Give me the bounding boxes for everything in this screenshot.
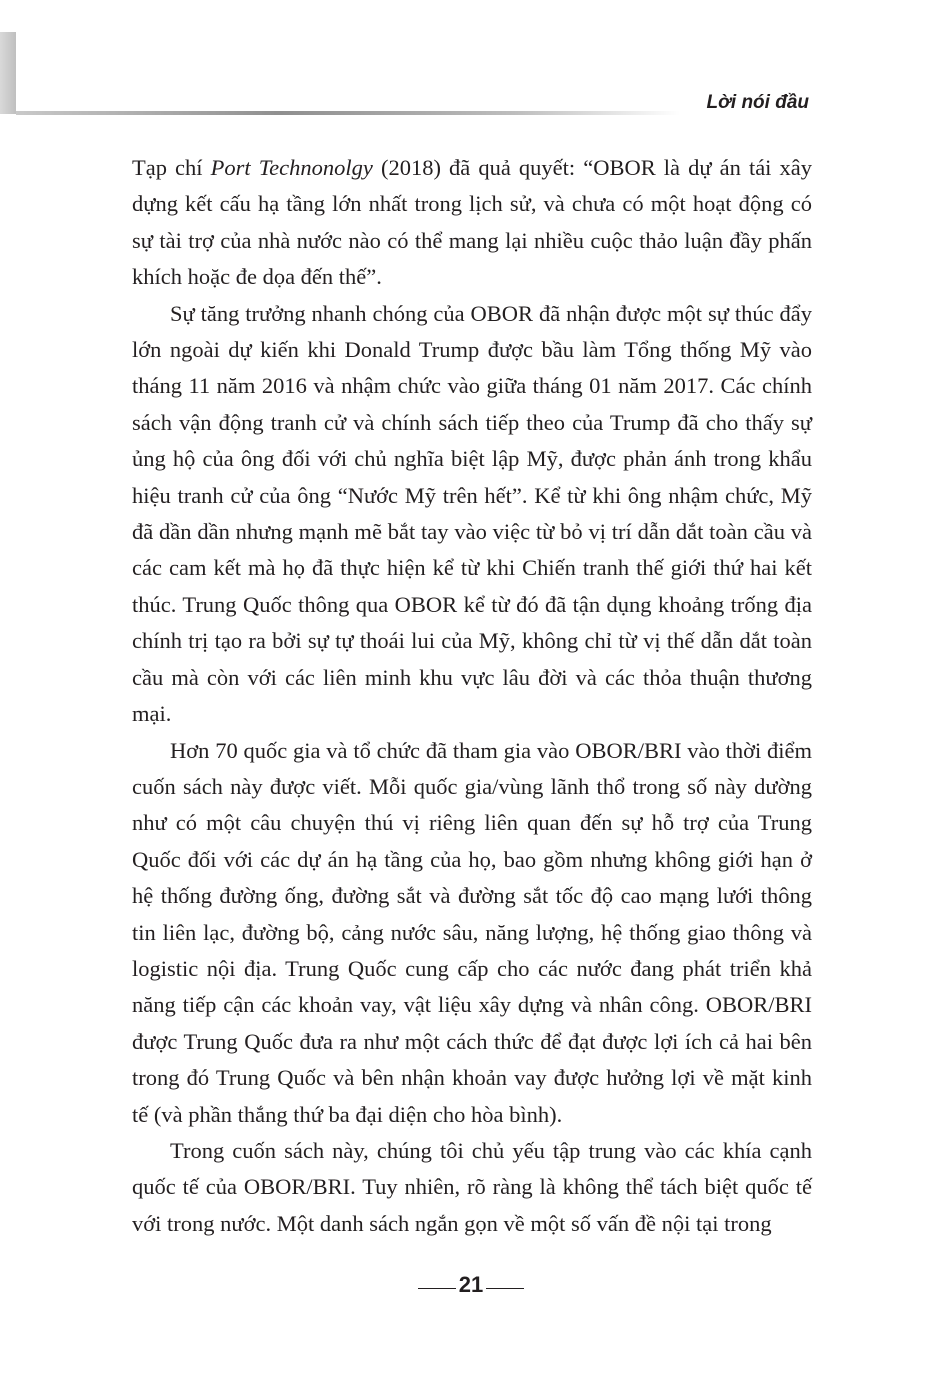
page-footer	[0, 1272, 941, 1302]
paragraph-4: Trong cuốn sách này, chúng tôi chủ yếu tập trung vào các khía cạnh quốc tế của OBOR/BRI. Tuy nhiên, rõ ràng là không thể tách biệt quốc tế với trong nước. Một danh sách ngắn gọn về một số vấn đề nội tại trong	[132, 1137, 812, 1236]
paragraph-1-pre: Tạp chí	[132, 155, 211, 180]
body-text	[132, 150, 812, 1242]
paragraph-1-post: (2018) đã quả quyết: “OBOR là dự án tái xây dựng kết cấu hạ tầng lớn nhất trong lịch sử, và chưa có một hoạt động có sự tài trợ của nhà nước nào có thể mang lại nhiều cuộc thảo luận đầy phấn khích hoặc đe dọa đến thế”.	[132, 155, 812, 290]
page-number: 21	[458, 1272, 484, 1297]
paragraph-3: Hơn 70 quốc gia và tổ chức đã tham gia vào OBOR/BRI vào thời điểm cuốn sách này được viết. Mỗi quốc gia/vùng lãnh thổ trong số này dường như có một câu chuyện thú vị riêng liên quan đến sự hỗ trợ của Trung Quốc đối với các dự án hạ tầng của họ, bao gồm nhưng không giới hạn ở hệ thống đường ống, đường sắt và đường sắt tốc độ cao mạng lưới thông tin liên lạc, đường bộ, cảng nước sâu, năng lượng, hệ thống giao thông và logistic nội địa. Trung Quốc cung cấp cho các nước đang phát triển khả năng tiếp cận các khoản vay, vật liệu xây dựng và nhân công. OBOR/BRI được Trung Quốc đưa ra như một cách thức để đạt được lợi ích cả hai bên trong đó Trung Quốc và bên nhận khoản vay được hưởng lợi về mặt kinh tế (và phần thắng thứ ba đại diện cho hòa bình).	[132, 737, 812, 1127]
journal-title: Port Technonolgy	[210, 155, 373, 180]
header-rule	[16, 111, 680, 115]
running-header-title: Lời nói đầu	[706, 92, 809, 113]
footer-rule-right	[486, 1288, 524, 1289]
side-tab-decoration	[0, 32, 16, 114]
footer-rule-left	[418, 1288, 456, 1289]
paragraph-1	[132, 150, 812, 296]
paragraph-2: Sự tăng trưởng nhanh chóng của OBOR đã nhận được một sự thúc đẩy lớn ngoài dự kiến khi Donald Trump được bầu làm Tổng thống Mỹ vào tháng 11 năm 2016 và nhậm chức vào giữa tháng 01 năm 2017. Các chính sách vận động tranh cử và chính sách tiếp theo của Trump đã cho thấy sự ủng hộ của ông đối với chủ nghĩa biệt lập Mỹ, được phản ánh trong khẩu hiệu tranh cử của ông “Nước Mỹ trên hết”. Kể từ khi ông nhậm chức, Mỹ đã dần dần nhưng mạnh mẽ bắt tay vào việc từ bỏ vị trí dẫn dắt toàn cầu và các cam kết mà họ đã thực hiện kể từ khi Chiến tranh thế giới thứ hai kết thúc. Trung Quốc thông qua OBOR kể từ đó đã tận dụng khoảng trống địa chính trị tạo ra bởi sự tự thoái lui của Mỹ, không chỉ từ vị thế dẫn dắt toàn cầu mà còn với các liên minh khu vực lâu đời và các thỏa thuận thương mại.	[132, 300, 812, 727]
